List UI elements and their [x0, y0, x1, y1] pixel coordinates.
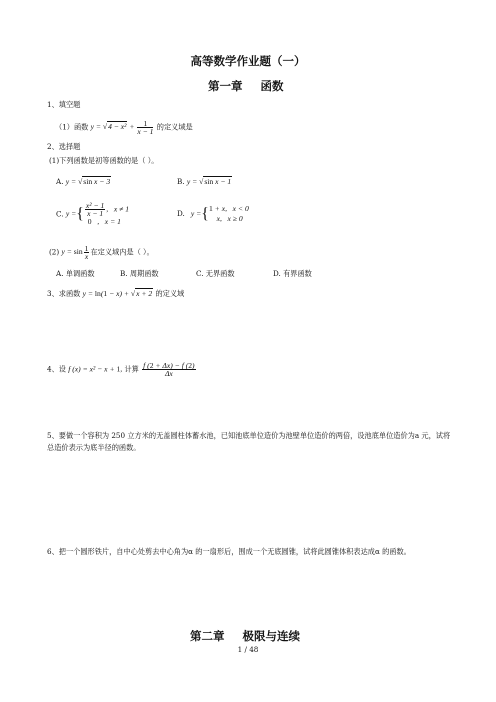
q6: 6、把一个圆形铁片，自中心处剪去中心角为α 的一扇形后，围成一个无底圆锥，试将此圆锥体积表达成α 的函数。 [47, 547, 411, 556]
q3-formula: y = ln(1 − x) + √x + 2 [82, 289, 153, 298]
q2-part-2-option-d: D. 有界函数 [273, 269, 312, 278]
chapter-2-heading [190, 628, 300, 644]
chapter-1-heading [208, 78, 284, 94]
q2-option-b-formula: y = √sin x − 1 [186, 177, 232, 186]
q4-prefix: 4、设 [47, 364, 66, 374]
q2-option-d-formula: y ={1 + x, x < 0 x, x ≥ 0 [187, 204, 249, 223]
chapter-2-label: 第二章 [190, 629, 225, 643]
q2-option-a-label: A. [56, 177, 64, 186]
q4 [47, 362, 197, 377]
page-title: 高等数学作业题（一） [190, 54, 306, 68]
q1-heading: 1、填空题 [47, 100, 81, 109]
chapter-1-name: 函数 [260, 79, 284, 93]
q2-part-2-option-b: B. 周期函数 [120, 269, 159, 278]
q1-item-prefix: （1）函数 [55, 122, 89, 132]
q1-item-suffix: 的定义域是 [156, 122, 193, 132]
q2-part-2-stem [49, 245, 154, 260]
q2-part-2-prefix: (2) [49, 247, 60, 257]
chapter-2-name: 极限与连续 [242, 629, 300, 643]
q2-part-2-option-a: A. 单调函数 [56, 269, 95, 278]
q2-part-1-stem: (1)下列函数是初等函数的是（ ）。 [49, 156, 159, 165]
q3 [47, 288, 184, 300]
q2-option-b [177, 176, 232, 188]
q2-option-d-label: D. [177, 208, 185, 218]
q2-option-a-formula: y = √sin x − 3 [65, 177, 111, 186]
q2-option-b-label: B. [177, 177, 185, 186]
q2-part-2-suffix: 在定义域内是（ ）。 [90, 247, 154, 257]
q2-heading: 2、选择题 [47, 142, 81, 151]
chapter-1-label: 第一章 [208, 79, 243, 93]
q2-option-d [177, 204, 249, 224]
q2-part-2-formula: y = sin $\frac{1}{x}$ [61, 244, 89, 261]
q4-function: f (x) = x² − x + 1, [68, 364, 123, 374]
q3-suffix: 的定义域 [155, 289, 185, 298]
page-number: 1 / 48 [237, 645, 259, 654]
q4-mid: 计算 [124, 364, 139, 374]
q2-option-c-label: C. [56, 209, 64, 219]
q1-formula: y = √4 − x² + $\frac{1}{x - 1}$ [90, 119, 154, 136]
q2-option-c-formula: y ={ $\frac{\text{x² − 1}}{x - 1}$ , x ≠ 1 0 , x = 1 [65, 201, 130, 226]
q5: 5、要做一个容积为 250 立方米的无盖圆柱体蓄水池，已知池底单位造价为池壁单位造价的两倍，设池底单位造价为a 元，试将总造价表示为底半径的函数。 [47, 431, 451, 452]
q3-prefix: 3、求函数 [47, 289, 81, 298]
q2-option-a [56, 176, 111, 188]
q1-item-1 [55, 120, 193, 135]
q2-part-2-option-c: C. 无界函数 [196, 269, 235, 278]
q4-difference-quotient: $\frac{f (2 + \Delta x) - f (2)}{\Delta x}$ [143, 361, 195, 378]
q2-option-c [56, 202, 129, 227]
